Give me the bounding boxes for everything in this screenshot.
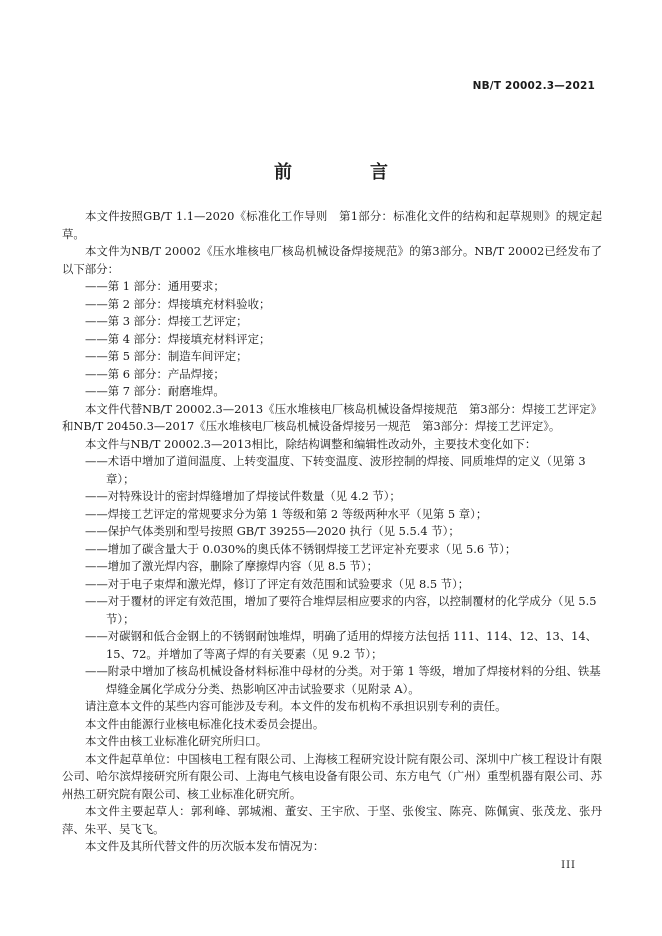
paragraph-managed-by: 本文件由核工业标准化研究所归口。 xyxy=(85,734,268,748)
list-item-change: ——增加了碳含量大于 0.030%的奥氏体不锈钢焊接工艺评定补充要求（见 5.6 节）； xyxy=(85,541,517,556)
list-item-change: ——对于电子束焊和激光焊，修订了评定有效范围和试验要求（见 8.5 节）； xyxy=(85,576,470,591)
list-item-part: ——第 5 部分：制造车间评定； xyxy=(85,349,248,363)
paragraph-series-intro: 本文件为NB/T 20002《压水堆核电厂核岛机械设备焊接规范》的第3部分。NB/T 20002已经发布了以下部分： xyxy=(62,244,602,276)
list-item-part: ——第 2 部分：焊接填充材料验收； xyxy=(85,296,271,311)
paragraph-drafters: 本文件主要起草人：郭利峰、郭城湘、董安、王宇欣、于坚、张俊宝、陈亮、陈佩寅、张茂龙、张丹萍、朱平、吴飞飞。 xyxy=(62,804,602,836)
page-number: III xyxy=(561,860,576,871)
list-item-change: ——保护气体类别和型号按照 GB/T 39255—2020 执行（见 5.5.4 节）； xyxy=(85,524,460,538)
list-item-change: ——增加了激光焊内容，删除了摩擦焊内容（见 8.5 节）； xyxy=(85,559,379,573)
list-item-change: ——术语中增加了道间温度、上转变温度、下转变温度、波形控制的焊接、同质堆焊的定义（见第 3 章）； xyxy=(85,454,586,486)
paragraph-replaces: 本文件代替NB/T 20002.3—2013《压水堆核电厂核岛机械设备焊接规范 第3部分：焊接工艺评定》和NB/T 20450.3—2017《压水堆核电厂核岛机械设备焊接另一规范 第3部分：焊接工艺评定》。 xyxy=(62,401,602,433)
list-item-change: ——附录中增加了核岛机械设备材料标准中母材的分类。对于第 1 等级，增加了焊接材料的分组、铁基焊缝金属化学成分分类、热影响区冲击试验要求（见附录 A）。 xyxy=(85,664,601,696)
list-item-part: ——第 6 部分：产品焊接； xyxy=(85,366,225,381)
paragraph-version-history: 本文件及其所代替文件的历次版本发布情况为： xyxy=(85,839,325,853)
list-item-part: ——第 4 部分：焊接填充材料评定； xyxy=(85,331,271,346)
page-title: 前 言 xyxy=(274,162,418,183)
list-item-change: ——对碳钢和低合金钢上的不锈钢耐蚀堆焊，明确了适用的焊接方法包括 111、114、12、13、14、15、72。并增加了等离子焊的有关要素（见 9.2 节）； xyxy=(85,629,598,661)
list-item-part: ——第 3 部分：焊接工艺评定； xyxy=(85,314,248,328)
paragraph-drafting-basis: 本文件按照GB/T 1.1—2020《标准化工作导则 第1部分：标准化文件的结构和起草规则》的规定起草。 xyxy=(62,209,602,241)
paragraph-drafting-units: 本文件起草单位：中国核电工程有限公司、上海核工程研究设计院有限公司、深圳中广核工程设计有限公司、哈尔滨焊接研究所有限公司、上海电气核电设备有限公司、东方电气（广州）重型机器有限公司、苏州热工研究院有限公司、核工业标准化研究所。 xyxy=(62,751,602,801)
document-body xyxy=(62,208,602,856)
paragraph-proposed-by: 本文件由能源行业核电标准化技术委员会提出。 xyxy=(85,716,325,731)
list-item-change: ——焊接工艺评定的常规要求分为第 1 等级和第 2 等级两种水平（见第 5 章）； xyxy=(85,506,488,521)
paragraph-changes-intro: 本文件与NB/T 20002.3—2013相比，除结构调整和编辑性改动外，主要技术变化如下： xyxy=(85,436,537,451)
list-item-part: ——第 1 部分：通用要求； xyxy=(85,279,225,293)
document-code: NB/T 20002.3—2021 xyxy=(472,80,595,92)
list-item-change: ——对特殊设计的密封焊缝增加了焊接试件数量（见 4.2 节）； xyxy=(85,489,401,503)
list-item-part: ——第 7 部分：耐磨堆焊。 xyxy=(85,384,225,398)
list-item-change: ——对于覆材的评定有效范围，增加了要符合堆焊层相应要求的内容，以控制覆材的化学成分（见 5.5 节）； xyxy=(85,594,597,626)
paragraph-patent-notice: 请注意本文件的某些内容可能涉及专利。本文件的发布机构不承担识别专利的责任。 xyxy=(85,699,507,713)
